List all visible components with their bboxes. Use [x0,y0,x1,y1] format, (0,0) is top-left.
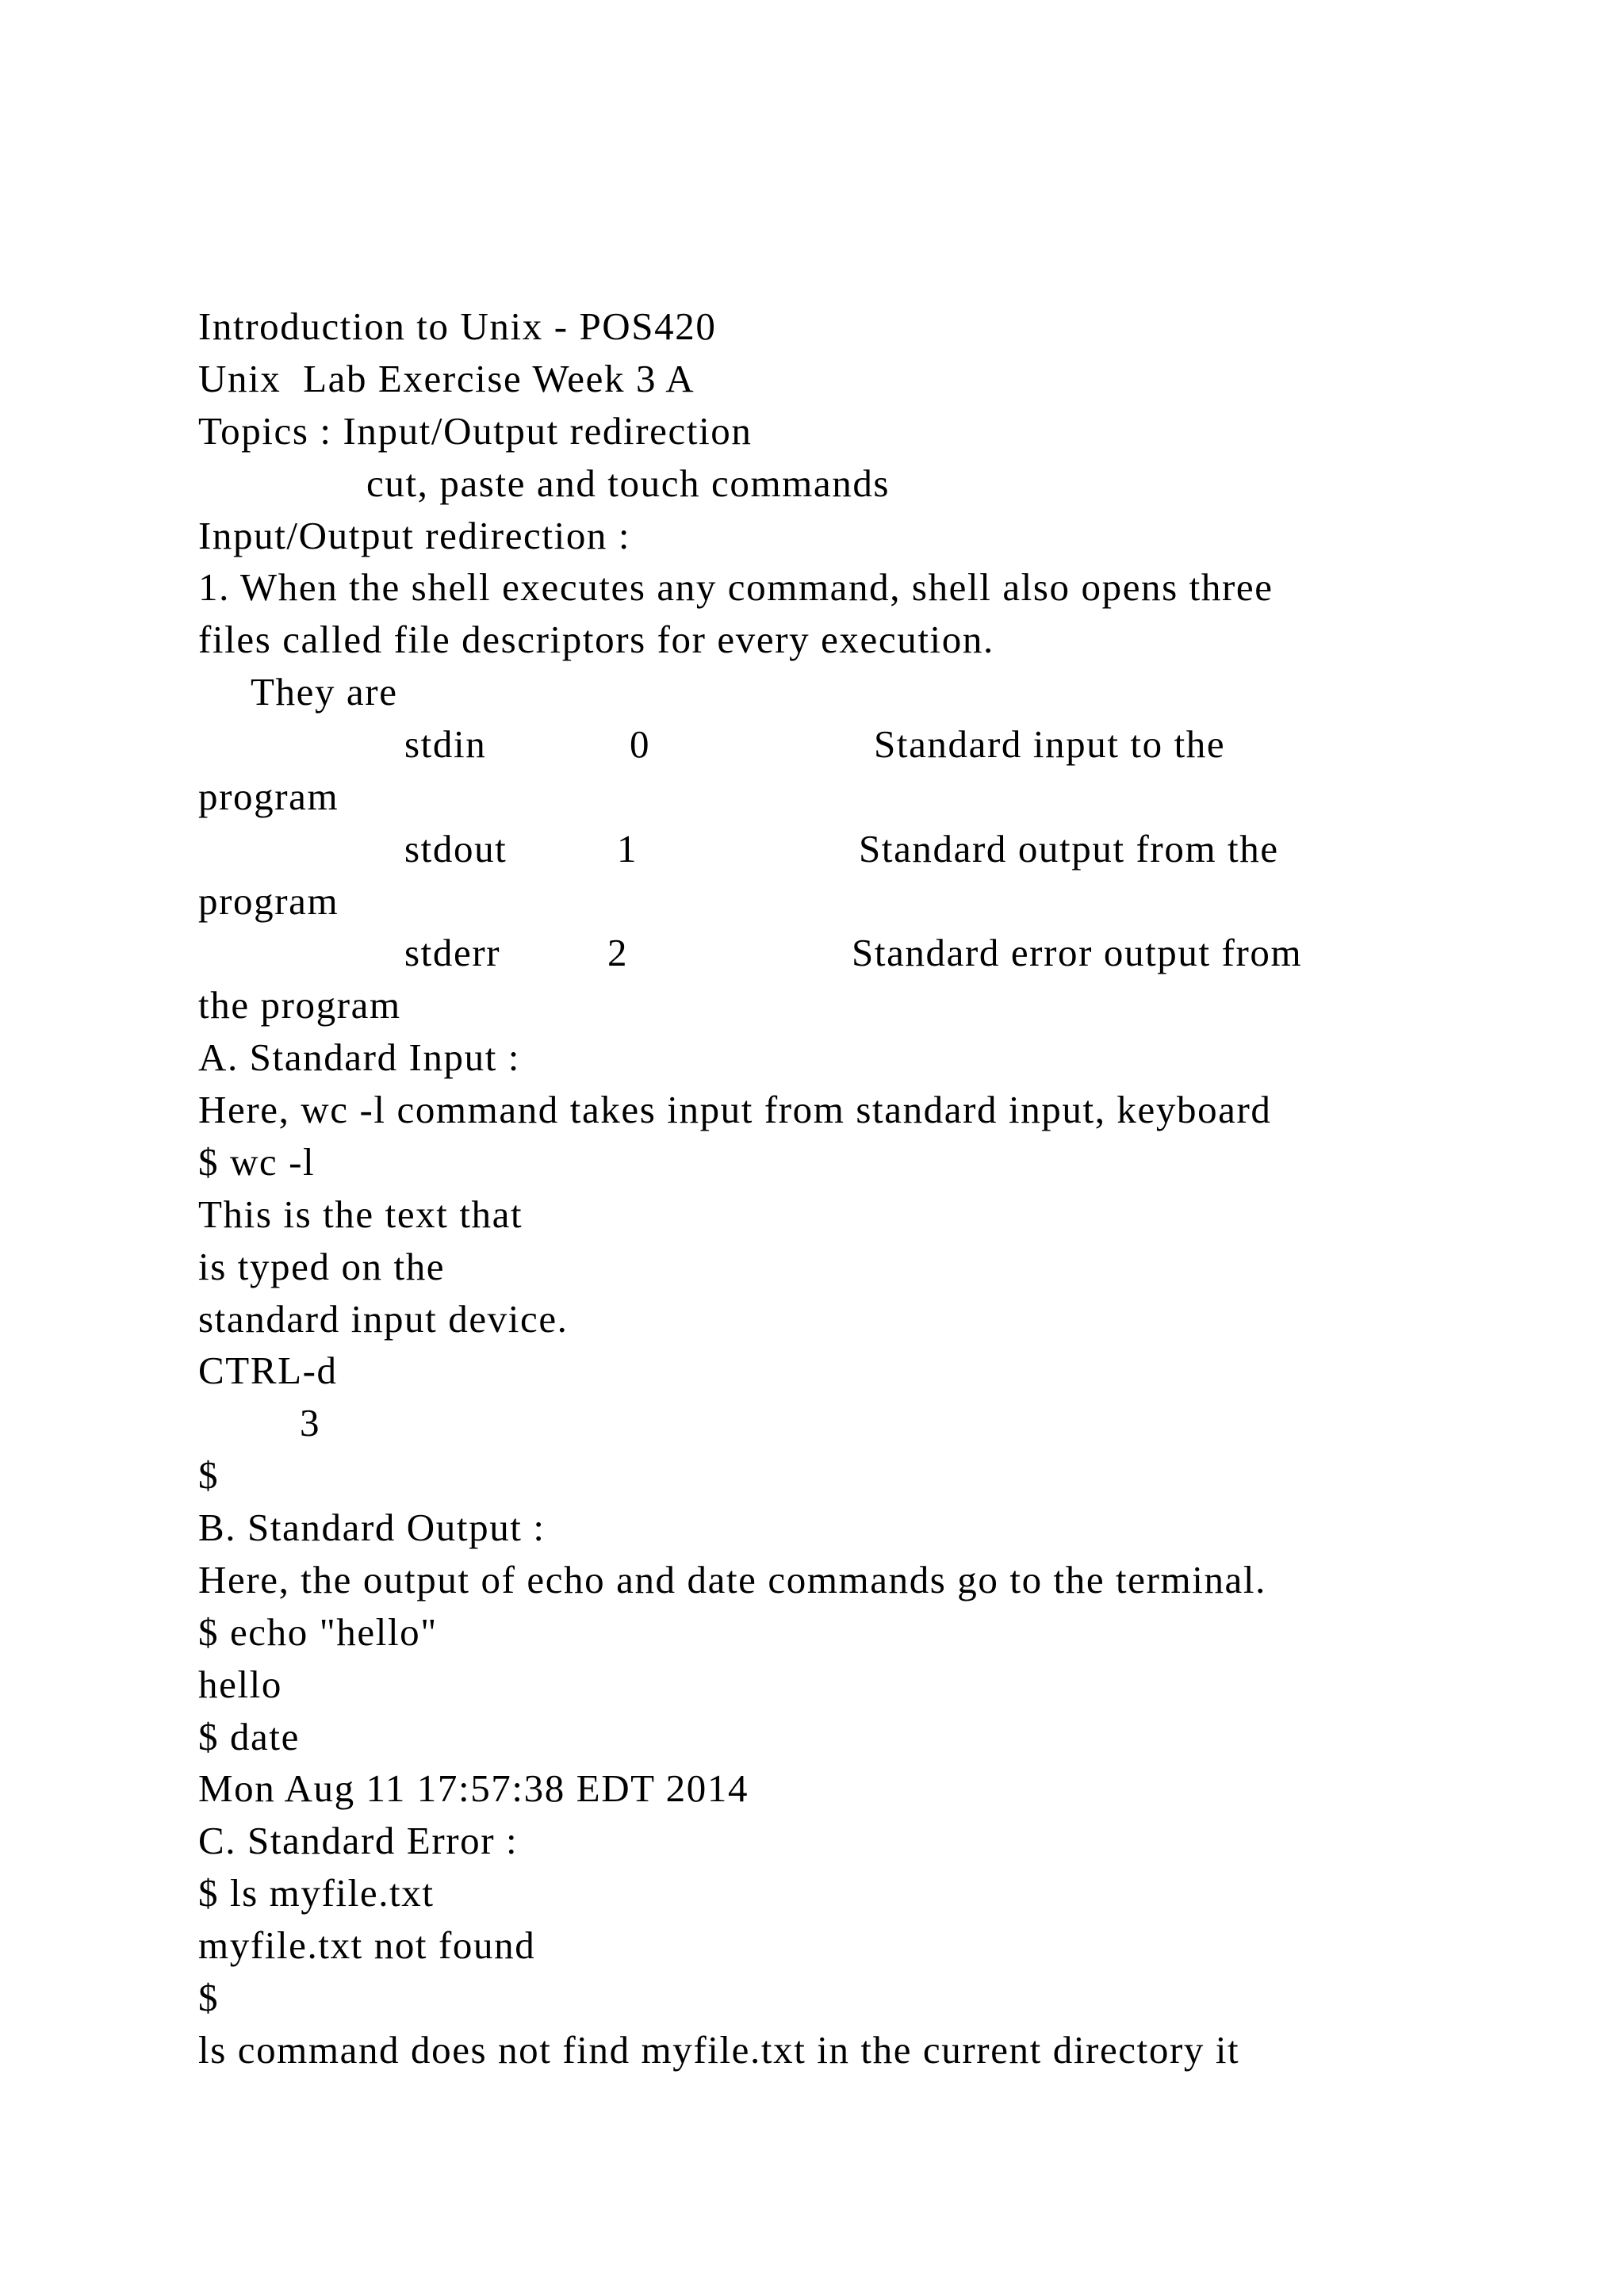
command-line: $ wc -l [198,1140,316,1184]
fd-description: Standard output from the [859,827,1279,871]
topics-line-cont: cut, paste and touch commands [366,461,891,505]
section-heading: B. Standard Output : [198,1506,546,1549]
fd-name: stdin [404,722,487,766]
command-output: myfile.txt not found [198,1923,536,1967]
shell-prompt: $ [198,1976,220,2019]
doc-subtitle: Unix Lab Exercise Week 3 A [198,357,695,400]
text-line: CTRL-d [198,1349,338,1392]
topics-line: Topics : Input/Output redirection [198,409,753,453]
fd-description: Standard input to the [874,722,1226,766]
fd-name: stdout [404,827,508,871]
section-heading: Input/Output redirection : [198,514,631,557]
command-output: Mon Aug 11 17:57:38 EDT 2014 [198,1766,749,1810]
shell-prompt: $ [198,1453,220,1497]
fd-name: stderr [404,931,501,974]
text-line: This is the text that [198,1192,523,1236]
fd-description-cont: the program [198,983,401,1027]
command-line: $ echo "hello" [198,1610,438,1654]
fd-number: 0 [630,722,651,766]
text-line: They are [251,670,398,714]
fd-number: 1 [617,827,638,871]
text-line: Here, wc -l command takes input from standard input, keyboard [198,1088,1272,1131]
text-line: ls command does not find myfile.txt in the current directory it [198,2028,1240,2072]
text-line: is typed on the [198,1245,446,1288]
section-heading: C. Standard Error : [198,1819,519,1862]
fd-description-cont: program [198,879,339,923]
command-output: hello [198,1663,282,1706]
command-output: 3 [300,1401,321,1445]
text-line: standard input device. [198,1297,569,1341]
command-line: $ date [198,1715,300,1758]
command-line: $ ls myfile.txt [198,1871,435,1915]
fd-description-cont: program [198,775,339,818]
text-line: 1. When the shell executes any command, shell also opens three [198,565,1274,609]
section-heading: A. Standard Input : [198,1035,521,1079]
text-line: files called file descriptors for every execution. [198,618,994,661]
fd-number: 2 [607,931,629,974]
text-line: Here, the output of echo and date commands go to the terminal. [198,1558,1266,1601]
doc-title: Introduction to Unix - POS420 [198,304,717,348]
fd-description: Standard error output from [852,931,1303,974]
